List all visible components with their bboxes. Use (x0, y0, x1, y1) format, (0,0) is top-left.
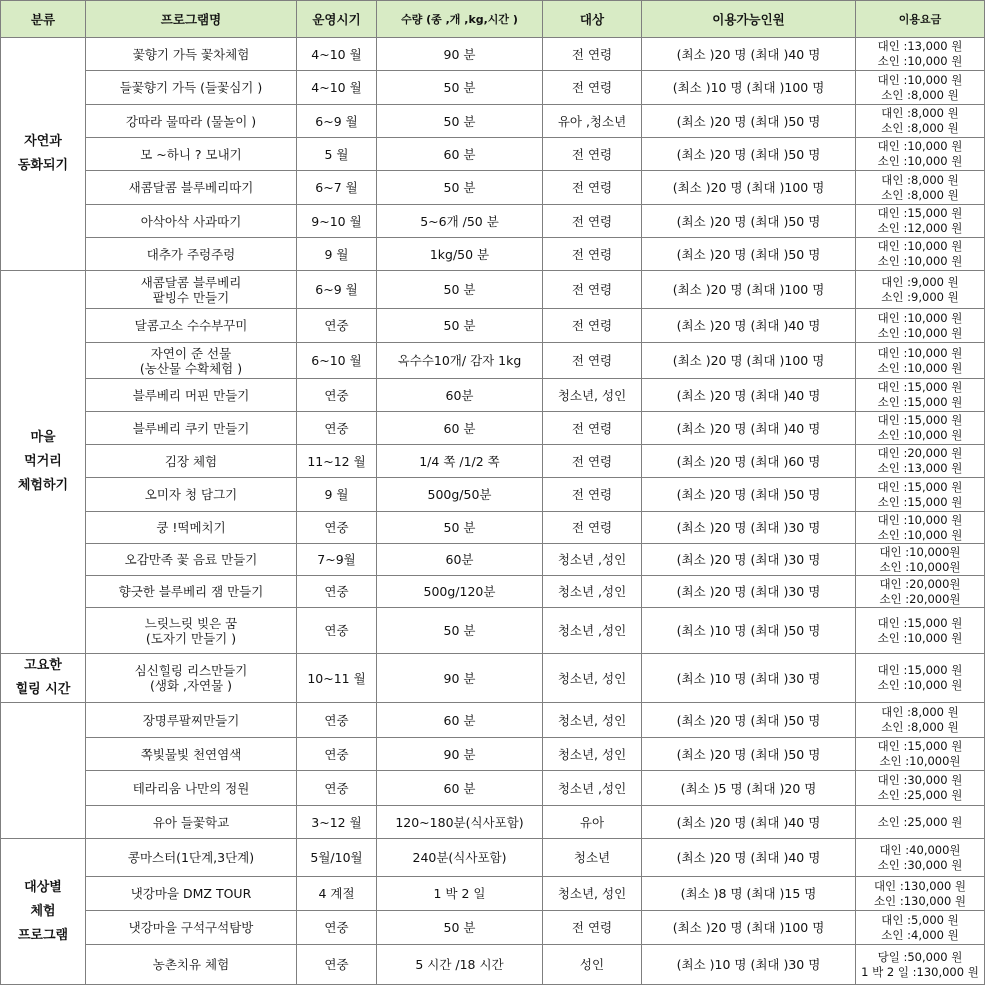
period-cell: 4~10 월 (297, 38, 377, 71)
capacity-cell: (최소 )20 명 (최대 )40 명 (642, 839, 856, 877)
quantity-cell: 60분 (377, 379, 543, 412)
program-name-cell: 자연이 준 선물 (농산물 수확체험 ) (86, 343, 297, 379)
fee-cell: 대인 :15,000 원 소인 :10,000 원 (856, 412, 985, 445)
quantity-cell: 1 박 2 일 (377, 877, 543, 911)
header-category: 분류 (1, 1, 86, 38)
period-cell: 연중 (297, 738, 377, 771)
period-cell: 연중 (297, 771, 377, 806)
quantity-cell: 500g/50분 (377, 478, 543, 512)
table-row (1, 911, 985, 945)
capacity-cell: (최소 )20 명 (최대 )50 명 (642, 238, 856, 271)
fee-cell: 대인 :10,000 원 소인 :8,000 원 (856, 71, 985, 105)
period-cell: 연중 (297, 512, 377, 544)
category-cell (1, 703, 86, 839)
category-cell: 고요한 힐링 시간 (1, 654, 86, 703)
fee-cell: 대인 :30,000 원 소인 :25,000 원 (856, 771, 985, 806)
table-row (1, 877, 985, 911)
target-cell: 전 연령 (543, 445, 642, 478)
target-cell: 청소년 ,성인 (543, 771, 642, 806)
target-cell: 전 연령 (543, 412, 642, 445)
target-cell: 전 연령 (543, 911, 642, 945)
quantity-cell: 240분(식사포함) (377, 839, 543, 877)
quantity-cell: 90 분 (377, 38, 543, 71)
table-row (1, 309, 985, 343)
target-cell: 유아 (543, 806, 642, 839)
table-row (1, 544, 985, 576)
table-row (1, 105, 985, 138)
fee-cell: 당일 :50,000 원 1 박 2 일 :130,000 원 (856, 945, 985, 985)
header-period: 운영시기 (297, 1, 377, 38)
target-cell: 전 연령 (543, 205, 642, 238)
period-cell: 9 월 (297, 238, 377, 271)
target-cell: 청소년, 성인 (543, 654, 642, 703)
capacity-cell: (최소 )8 명 (최대 )15 명 (642, 877, 856, 911)
target-cell: 전 연령 (543, 38, 642, 71)
period-cell: 연중 (297, 576, 377, 608)
target-cell: 청소년 ,성인 (543, 608, 642, 654)
target-cell: 청소년, 성인 (543, 379, 642, 412)
quantity-cell: 60 분 (377, 412, 543, 445)
fee-cell: 대인 :10,000 원 소인 :10,000 원 (856, 238, 985, 271)
table-row (1, 238, 985, 271)
capacity-cell: (최소 )20 명 (최대 )100 명 (642, 271, 856, 309)
period-cell: 6~9 월 (297, 105, 377, 138)
quantity-cell: 90 분 (377, 738, 543, 771)
program-name-cell: 꽃향기 가득 꽃차체험 (86, 38, 297, 71)
table-row (1, 703, 985, 738)
target-cell: 전 연령 (543, 171, 642, 205)
capacity-cell: (최소 )20 명 (최대 )100 명 (642, 171, 856, 205)
capacity-cell: (최소 )20 명 (최대 )40 명 (642, 379, 856, 412)
quantity-cell: 50 분 (377, 512, 543, 544)
capacity-cell: (최소 )20 명 (최대 )40 명 (642, 309, 856, 343)
period-cell: 4 계절 (297, 877, 377, 911)
category-cell: 마을 먹거리 체험하기 (1, 271, 86, 654)
period-cell: 연중 (297, 309, 377, 343)
capacity-cell: (최소 )20 명 (최대 )50 명 (642, 478, 856, 512)
header-program-name: 프로그램명 (86, 1, 297, 38)
program-name-cell: 냇강마을 DMZ TOUR (86, 877, 297, 911)
quantity-cell: 50 분 (377, 71, 543, 105)
quantity-cell: 50 분 (377, 271, 543, 309)
fee-cell: 대인 :15,000 원 소인 :15,000 원 (856, 379, 985, 412)
table-row (1, 379, 985, 412)
period-cell: 6~10 월 (297, 343, 377, 379)
table-row (1, 412, 985, 445)
period-cell: 연중 (297, 911, 377, 945)
program-name-cell: 강따라 물따라 (물놀이 ) (86, 105, 297, 138)
program-name-cell: 유아 들꽃학교 (86, 806, 297, 839)
table-row (1, 71, 985, 105)
period-cell: 6~9 월 (297, 271, 377, 309)
table-row (1, 445, 985, 478)
program-name-cell: 새콤달콤 블루베리 팥빙수 만들기 (86, 271, 297, 309)
target-cell: 전 연령 (543, 71, 642, 105)
period-cell: 5 월 (297, 138, 377, 171)
fee-cell: 대인 :5,000 원 소인 :4,000 원 (856, 911, 985, 945)
period-cell: 연중 (297, 412, 377, 445)
table-row (1, 654, 985, 703)
header-target: 대상 (543, 1, 642, 38)
capacity-cell: (최소 )20 명 (최대 )30 명 (642, 576, 856, 608)
target-cell: 성인 (543, 945, 642, 985)
period-cell: 4~10 월 (297, 71, 377, 105)
period-cell: 3~12 월 (297, 806, 377, 839)
program-name-cell: 장명루팔찌만들기 (86, 703, 297, 738)
table-row (1, 945, 985, 985)
fee-cell: 소인 :25,000 원 (856, 806, 985, 839)
target-cell: 청소년, 성인 (543, 738, 642, 771)
fee-cell: 대인 :20,000원 소인 :20,000원 (856, 576, 985, 608)
fee-cell: 대인 :13,000 원 소인 :10,000 원 (856, 38, 985, 71)
program-name-cell: 테라리움 나만의 정원 (86, 771, 297, 806)
fee-cell: 대인 :10,000원 소인 :10,000원 (856, 544, 985, 576)
quantity-cell: 500g/120분 (377, 576, 543, 608)
program-name-cell: 김장 체험 (86, 445, 297, 478)
program-name-cell: 쿵 !떡메치기 (86, 512, 297, 544)
fee-cell: 대인 :8,000 원 소인 :8,000 원 (856, 703, 985, 738)
program-name-cell: 콩마스터(1단계,3단계) (86, 839, 297, 877)
period-cell: 연중 (297, 379, 377, 412)
quantity-cell: 50 분 (377, 608, 543, 654)
capacity-cell: (최소 )20 명 (최대 )50 명 (642, 138, 856, 171)
fee-cell: 대인 :8,000 원 소인 :8,000 원 (856, 171, 985, 205)
period-cell: 11~12 월 (297, 445, 377, 478)
capacity-cell: (최소 )20 명 (최대 )50 명 (642, 205, 856, 238)
table-row (1, 205, 985, 238)
period-cell: 연중 (297, 608, 377, 654)
fee-cell: 대인 :15,000 원 소인 :10,000원 (856, 738, 985, 771)
quantity-cell: 옥수수10개/ 감자 1kg (377, 343, 543, 379)
header-quantity: 수량 (종 ,개 ,kg,시간 ) (377, 1, 543, 38)
capacity-cell: (최소 )5 명 (최대 )20 명 (642, 771, 856, 806)
fee-cell: 대인 :40,000원 소인 :30,000 원 (856, 839, 985, 877)
quantity-cell: 5~6개 /50 분 (377, 205, 543, 238)
fee-cell: 대인 :15,000 원 소인 :10,000 원 (856, 654, 985, 703)
table-row (1, 478, 985, 512)
table-row (1, 138, 985, 171)
program-name-cell: 새콤달콤 블루베리따기 (86, 171, 297, 205)
quantity-cell: 60 분 (377, 703, 543, 738)
capacity-cell: (최소 )20 명 (최대 )40 명 (642, 806, 856, 839)
program-name-cell: 블루베리 머핀 만들기 (86, 379, 297, 412)
target-cell: 전 연령 (543, 478, 642, 512)
target-cell: 청소년 (543, 839, 642, 877)
category-cell: 자연과 동화되기 (1, 38, 86, 271)
program-name-cell: 대추가 주렁주렁 (86, 238, 297, 271)
table-row (1, 576, 985, 608)
category-cell: 대상별 체험 프로그램 (1, 839, 86, 985)
target-cell: 청소년, 성인 (543, 877, 642, 911)
header-capacity: 이용가능인원 (642, 1, 856, 38)
quantity-cell: 120~180분(식사포함) (377, 806, 543, 839)
program-name-cell: 블루베리 쿠키 만들기 (86, 412, 297, 445)
capacity-cell: (최소 )20 명 (최대 )100 명 (642, 343, 856, 379)
program-name-cell: 농촌치유 체험 (86, 945, 297, 985)
period-cell: 10~11 월 (297, 654, 377, 703)
quantity-cell: 60분 (377, 544, 543, 576)
fee-cell: 대인 :9,000 원 소인 :9,000 원 (856, 271, 985, 309)
target-cell: 청소년, 성인 (543, 703, 642, 738)
program-name-cell: 달콤고소 수수부꾸미 (86, 309, 297, 343)
table-row (1, 806, 985, 839)
target-cell: 전 연령 (543, 512, 642, 544)
quantity-cell: 50 분 (377, 105, 543, 138)
fee-cell: 대인 :20,000 원 소인 :13,000 원 (856, 445, 985, 478)
table-row (1, 839, 985, 877)
fee-cell: 대인 :130,000 원 소인 :130,000 원 (856, 877, 985, 911)
table-row (1, 512, 985, 544)
table-row (1, 343, 985, 379)
quantity-cell: 1/4 쪽 /1/2 쪽 (377, 445, 543, 478)
quantity-cell: 50 분 (377, 309, 543, 343)
target-cell: 유아 ,청소년 (543, 105, 642, 138)
table-row (1, 171, 985, 205)
target-cell: 전 연령 (543, 271, 642, 309)
fee-cell: 대인 :10,000 원 소인 :10,000 원 (856, 343, 985, 379)
target-cell: 전 연령 (543, 138, 642, 171)
capacity-cell: (최소 )20 명 (최대 )30 명 (642, 544, 856, 576)
program-name-cell: 오감만족 꽃 음료 만들기 (86, 544, 297, 576)
capacity-cell: (최소 )20 명 (최대 )100 명 (642, 911, 856, 945)
fee-cell: 대인 :10,000 원 소인 :10,000 원 (856, 138, 985, 171)
period-cell: 연중 (297, 703, 377, 738)
program-name-cell: 느릿느릿 빚은 꿈 (도자기 만들기 ) (86, 608, 297, 654)
table-row (1, 271, 985, 309)
capacity-cell: (최소 )10 명 (최대 )30 명 (642, 945, 856, 985)
capacity-cell: (최소 )10 명 (최대 )50 명 (642, 608, 856, 654)
period-cell: 5월/10월 (297, 839, 377, 877)
quantity-cell: 50 분 (377, 911, 543, 945)
program-name-cell: 아삭아삭 사과따기 (86, 205, 297, 238)
capacity-cell: (최소 )10 명 (최대 )30 명 (642, 654, 856, 703)
fee-cell: 대인 :15,000 원 소인 :12,000 원 (856, 205, 985, 238)
table-row (1, 771, 985, 806)
fee-cell: 대인 :10,000 원 소인 :10,000 원 (856, 512, 985, 544)
period-cell: 7~9월 (297, 544, 377, 576)
quantity-cell: 50 분 (377, 171, 543, 205)
period-cell: 6~7 월 (297, 171, 377, 205)
target-cell: 전 연령 (543, 309, 642, 343)
capacity-cell: (최소 )20 명 (최대 )50 명 (642, 703, 856, 738)
capacity-cell: (최소 )20 명 (최대 )50 명 (642, 738, 856, 771)
fee-cell: 대인 :10,000 원 소인 :10,000 원 (856, 309, 985, 343)
period-cell: 9~10 월 (297, 205, 377, 238)
fee-cell: 대인 :8,000 원 소인 :8,000 원 (856, 105, 985, 138)
program-name-cell: 모 ~하니 ? 모내기 (86, 138, 297, 171)
program-name-cell: 들꽃향기 가득 (들꽃심기 ) (86, 71, 297, 105)
quantity-cell: 60 분 (377, 771, 543, 806)
fee-cell: 대인 :15,000 원 소인 :15,000 원 (856, 478, 985, 512)
program-name-cell: 향긋한 블루베리 잼 만들기 (86, 576, 297, 608)
table-row (1, 608, 985, 654)
table-row (1, 38, 985, 71)
capacity-cell: (최소 )20 명 (최대 )60 명 (642, 445, 856, 478)
program-name-cell: 냇강마을 구석구석탐방 (86, 911, 297, 945)
fee-cell: 대인 :15,000 원 소인 :10,000 원 (856, 608, 985, 654)
capacity-cell: (최소 )20 명 (최대 )40 명 (642, 412, 856, 445)
quantity-cell: 1kg/50 분 (377, 238, 543, 271)
program-name-cell: 오미자 청 담그기 (86, 478, 297, 512)
period-cell: 연중 (297, 945, 377, 985)
period-cell: 9 월 (297, 478, 377, 512)
capacity-cell: (최소 )20 명 (최대 )40 명 (642, 38, 856, 71)
target-cell: 전 연령 (543, 238, 642, 271)
program-name-cell: 심신힐링 리스만들기 (생화 ,자연물 ) (86, 654, 297, 703)
target-cell: 전 연령 (543, 343, 642, 379)
quantity-cell: 60 분 (377, 138, 543, 171)
quantity-cell: 90 분 (377, 654, 543, 703)
target-cell: 청소년 ,성인 (543, 544, 642, 576)
capacity-cell: (최소 )20 명 (최대 )30 명 (642, 512, 856, 544)
capacity-cell: (최소 )20 명 (최대 )50 명 (642, 105, 856, 138)
header-fee: 이용요금 (856, 1, 985, 38)
table-row (1, 738, 985, 771)
program-name-cell: 쪽빛물빛 천연염색 (86, 738, 297, 771)
table-body (1, 38, 985, 985)
capacity-cell: (최소 )10 명 (최대 )100 명 (642, 71, 856, 105)
quantity-cell: 5 시간 /18 시간 (377, 945, 543, 985)
target-cell: 청소년 ,성인 (543, 576, 642, 608)
header-row (1, 1, 985, 38)
